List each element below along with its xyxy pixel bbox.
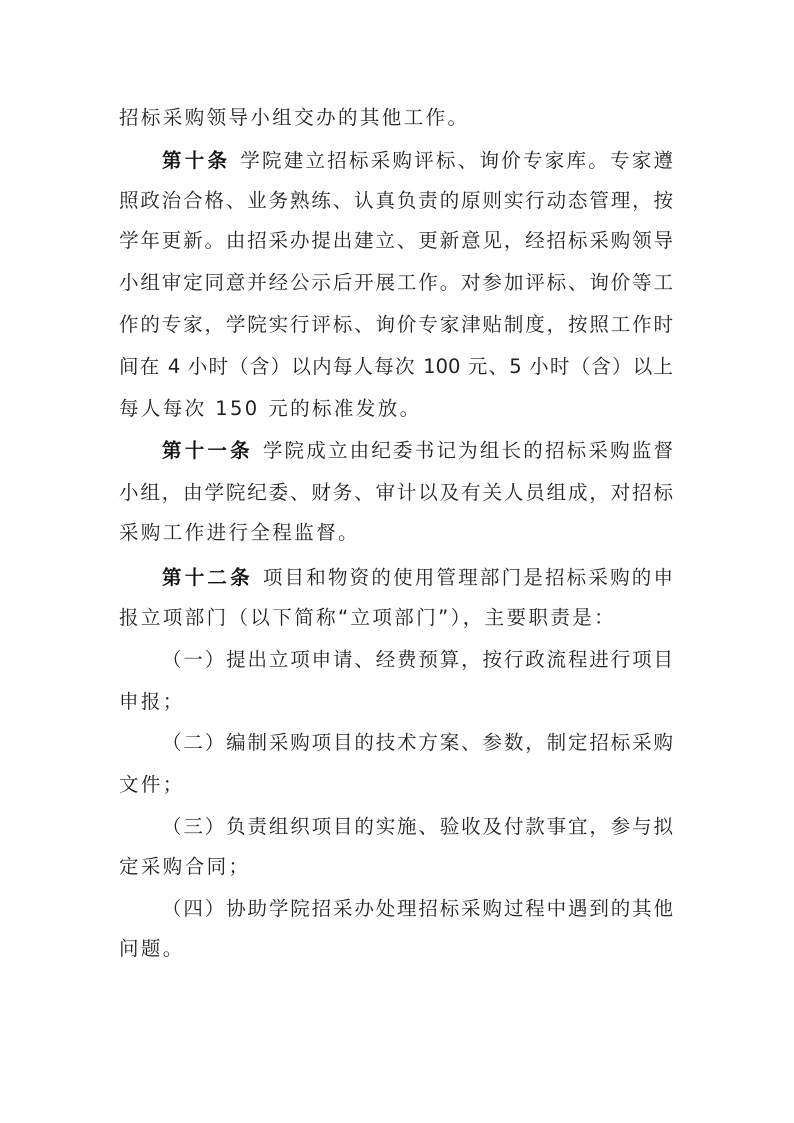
duty-item-4: （四）协助学院招采办处理招标采购过程中遇到的其他 (162, 897, 673, 920)
text-line: 照政治合格、业务熟练、认真负责的原则实行动态管理，按 (119, 189, 673, 212)
article-10-text: 学院建立招标采购评标、询价专家库。专家遵 (240, 149, 673, 172)
duty-item-2: （二）编制采购项目的技术方案、参数，制定招标采购 (162, 731, 673, 754)
text-line: 小组审定同意并经公示后开展工作。对参加评标、询价等工 (119, 271, 673, 294)
article-12-heading: 第十二条 (162, 566, 253, 589)
article-12-first-line (162, 563, 673, 593)
text-line: 学年更新。由招采办提出建立、更新意见，经招标采购领导 (119, 229, 673, 252)
text-line: 间在 4 小时（含）以内每人每次 100 元、5 小时（含）以上 (119, 355, 673, 378)
article-11-first-line (162, 436, 673, 466)
article-11-heading: 第十一条 (162, 439, 253, 462)
article-12-text: 项目和物资的使用管理部门是招标采购的申 (262, 566, 673, 589)
text-line: 采购工作进行全程监督。 (119, 521, 360, 544)
text-line: 申报； (119, 690, 185, 713)
text-line: 作的专家，学院实行评标、询价专家津贴制度，按照工作时 (119, 313, 673, 336)
text-line: 招标采购领导小组交办的其他工作。 (119, 106, 470, 129)
article-11-text: 学院成立由纪委书记为组长的招标采购监督 (262, 439, 673, 462)
article-10-first-line (162, 146, 673, 176)
text-line: 每人每次 150 元的标准发放。 (119, 397, 422, 420)
article-10-heading: 第十条 (162, 149, 231, 172)
text-line: 报立项部门（以下简称“立项部门”），主要职责是： (119, 606, 617, 629)
text-line: 小组，由学院纪委、财务、审计以及有关人员组成，对招标 (119, 481, 673, 504)
text-line: 定采购合同； (119, 855, 251, 878)
duty-item-1: （一）提出立项申请、经费预算，按行政流程进行项目 (162, 648, 673, 671)
duty-item-3: （三）负责组织项目的实施、验收及付款事宜，参与拟 (162, 815, 673, 838)
text-line: 问题。 (119, 937, 185, 960)
text-line: 文件； (119, 773, 185, 796)
